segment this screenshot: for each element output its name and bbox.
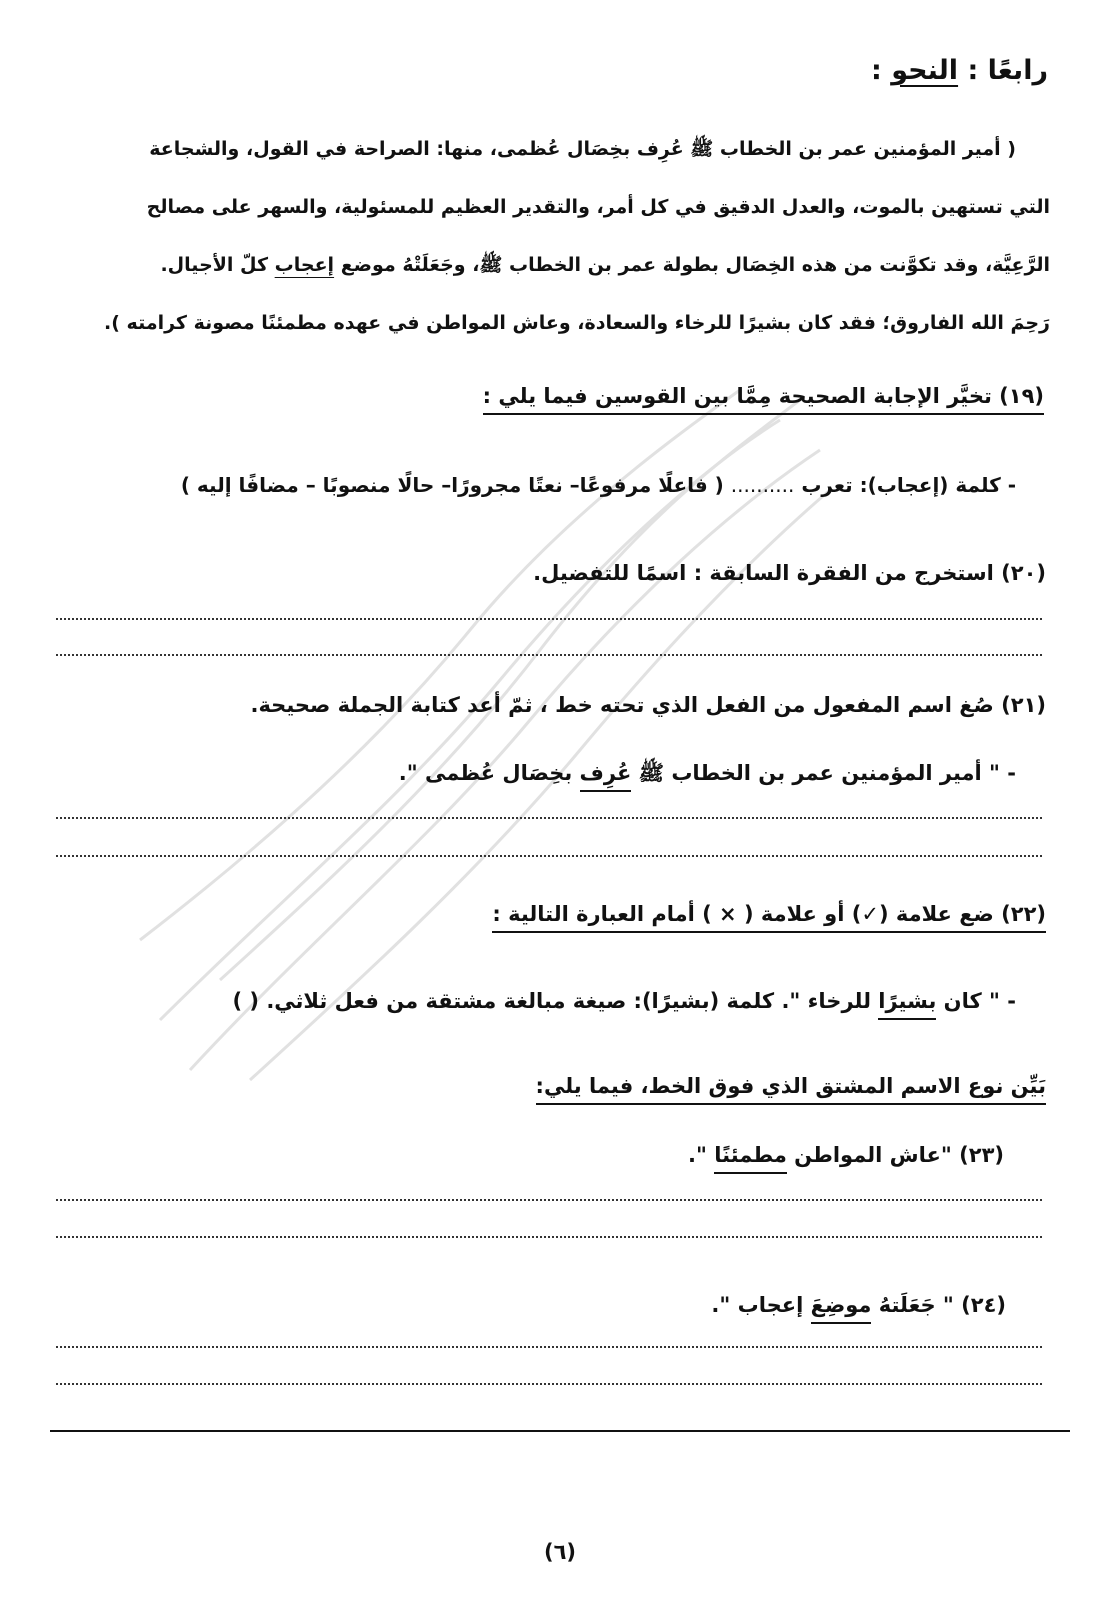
passage-text: كلّ الأجيال. bbox=[160, 254, 275, 276]
question-23-text: (٢٣) "عاش المواطن bbox=[786, 1143, 1004, 1167]
answer-line[interactable] bbox=[56, 855, 1042, 857]
question-23 bbox=[688, 1143, 1004, 1167]
question-19-options: ( فاعلًا مرفوعًا– نعتًا مجرورًا– حالًا منصوبًا – مضافًا إليه ) bbox=[180, 473, 731, 497]
bottom-divider bbox=[50, 1430, 1070, 1432]
section-title-prefix: رابعًا bbox=[987, 55, 1048, 86]
underlined-word-ijab: إعجاب bbox=[274, 254, 335, 276]
question-24-text: (٢٤) " جَعَلَتهُ bbox=[871, 1293, 1006, 1317]
derivative-heading bbox=[536, 1074, 1046, 1098]
underlined-word-mutmaen: مطمئنًا bbox=[714, 1143, 787, 1174]
question-21-title: (٢١) صُغ اسم المفعول من الفعل الذي تحته خط ، ثمّ أعد كتابة الجملة صحيحة. bbox=[250, 693, 1046, 717]
question-20-heading bbox=[533, 561, 1046, 585]
question-19-heading bbox=[483, 384, 1044, 408]
answer-line[interactable] bbox=[56, 654, 1042, 656]
question-19-item bbox=[181, 473, 1016, 497]
answer-blank[interactable]: .......... bbox=[730, 473, 795, 497]
page-number: (٦) bbox=[543, 1540, 577, 1564]
passage-line: ( أمير المؤمنين عمر بن الخطاب ﷺ عُرِف بخِصَال عُظمى، منها: الصراحة في القول، والشجاعة bbox=[149, 138, 1016, 160]
answer-line[interactable] bbox=[56, 1199, 1042, 1201]
question-23-text: ". bbox=[688, 1143, 715, 1167]
question-21-heading bbox=[250, 693, 1046, 717]
question-24 bbox=[711, 1293, 1006, 1317]
statement-text: - " كان bbox=[936, 989, 1016, 1013]
answer-line[interactable] bbox=[56, 1236, 1042, 1238]
section-title bbox=[871, 55, 1048, 86]
question-20-title: (٢٠) استخرج من الفقرة السابقة : اسمًا للتفضيل. bbox=[533, 561, 1046, 585]
section-title-name: النحو bbox=[891, 55, 959, 86]
passage-line: التي تستهين بالموت، والعدل الدقيق في كل أمر، والتقدير العظيم للمسئولية، والسهر على مصالح bbox=[146, 196, 1050, 218]
passage-line: رَحِمَ الله الفاروق؛ فقد كان بشيرًا للرخاء والسعادة، وعاش المواطن في عهده مطمئنًا مصونة كرامته ). bbox=[104, 312, 1050, 334]
question-24-text: إعجاب ". bbox=[711, 1293, 811, 1317]
sentence-text: - " أمير المؤمنين عمر بن الخطاب ﷺ bbox=[631, 761, 1016, 785]
question-21-sentence bbox=[399, 760, 1016, 791]
section-title-suffix: : bbox=[871, 55, 892, 86]
section-title-separator: : bbox=[958, 55, 988, 86]
underlined-verb: عُرِف bbox=[580, 761, 632, 792]
sentence-text: بخِصَال عُظمى ". bbox=[398, 761, 580, 785]
underlined-word-bashir: بشيرًا bbox=[878, 989, 936, 1020]
passage-text: الرَّعِيَّة، وقد تكوَّنت من هذه الخِصَال بطولة عمر بن الخطاب ﷺ، وجَعَلَتْهُ موضع bbox=[334, 254, 1050, 276]
question-19-title: (١٩) تخيَّر الإجابة الصحيحة مِمَّا بين القوسين فيما يلي : bbox=[483, 384, 1044, 415]
reading-passage bbox=[68, 120, 1050, 352]
underlined-word-mawdie: موضِعَ bbox=[811, 1293, 872, 1324]
question-22-heading bbox=[492, 902, 1046, 926]
answer-line[interactable] bbox=[56, 618, 1042, 620]
answer-line[interactable] bbox=[56, 817, 1042, 819]
answer-line[interactable] bbox=[56, 1346, 1042, 1348]
question-22-title: (٢٢) ضع علامة (✓) أو علامة ( × ) أمام العبارة التالية : bbox=[492, 902, 1046, 933]
statement-text: للرخاء ". كلمة (بشيرًا): صيغة مبالغة مشتقة من فعل ثلاثي. ( ) bbox=[232, 989, 879, 1013]
passage-line bbox=[68, 236, 1050, 294]
question-22-statement bbox=[233, 989, 1017, 1013]
answer-line[interactable] bbox=[56, 1383, 1042, 1385]
question-19-stem: - كلمة (إعجاب): تعرب bbox=[794, 473, 1016, 497]
derivative-title: بَيِّن نوع الاسم المشتق الذي فوق الخط، فيما يلي: bbox=[536, 1074, 1046, 1105]
